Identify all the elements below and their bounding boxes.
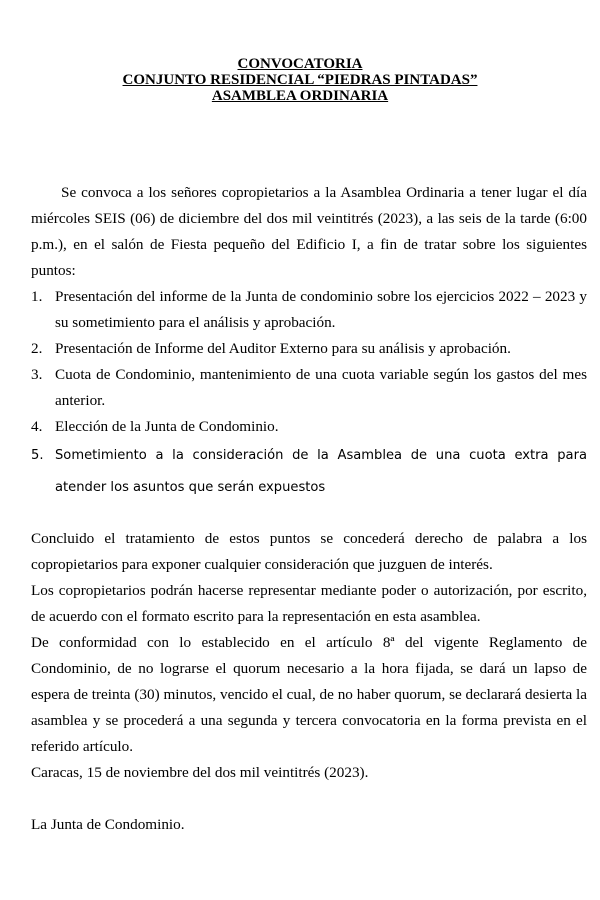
agenda-item-number: 4. xyxy=(31,418,43,435)
signature-spacer xyxy=(31,786,587,812)
agenda-item-1 xyxy=(31,284,587,336)
agenda-item-5 xyxy=(31,440,587,504)
agenda-item-text: Elección de la Junta de Condominio. xyxy=(55,418,279,435)
document-body xyxy=(31,180,587,838)
representacion-paragraph: Los copropietarios podrán hacerse representar mediante poder o autorización, por escrito, de acuerdo con el formato escrito para la representación en esta asamblea. xyxy=(31,582,587,625)
intro-paragraph: Se convoca a los señores copropietarios a la Asamblea Ordinaria a tener lugar el día miércoles SEIS (06) de diciembre del dos mil veintitrés (2023), a las seis de la tarde (6:00 p.m.), en el salón de Fiesta pequeño del Edificio I, a fin de tratar sobre los siguientes puntos: xyxy=(31,184,587,279)
agenda-list xyxy=(31,284,587,504)
agenda-item-number: 3. xyxy=(31,366,43,383)
agenda-item-4 xyxy=(31,414,587,440)
agenda-item-3 xyxy=(31,362,587,414)
document-header xyxy=(0,56,600,104)
agenda-item-number: 1. xyxy=(31,288,43,305)
agenda-item-text: Presentación de Informe del Auditor Externo para su análisis y aprobación. xyxy=(55,340,511,357)
conformidad-paragraph: De conformidad con lo establecido en el artículo 8ª del vigente Reglamento de Condominio, de no lograrse el quorum necesario a la hora fijada, se dará un lapso de espera de treinta (30) minutos, vencido el cual, de no haber quorum, se declarará desierta la asamblea y se procederá a una segunda y tercera convocatoria en la forma prevista en el referido artículo. xyxy=(31,634,587,755)
header-complex-name: CONJUNTO RESIDENCIAL “PIEDRAS PINTADAS” xyxy=(122,72,478,88)
signature-line: La Junta de Condominio. xyxy=(31,816,185,833)
agenda-item-text: Presentación del informe de la Junta de condominio sobre los ejercicios 2022 – 2023 y su sometimiento para el análisis y aprobación. xyxy=(55,288,587,331)
agenda-item-2 xyxy=(31,336,587,362)
agenda-item-text: Sometimiento a la consideración de la Asamblea de una cuota extra para atender los asuntos que serán expuestos xyxy=(55,448,587,495)
agenda-item-number: 2. xyxy=(31,340,43,357)
header-title: CONVOCATORIA xyxy=(237,56,363,72)
date-line: Caracas, 15 de noviembre del dos mil veintitrés (2023). xyxy=(31,764,369,781)
header-assembly-type: ASAMBLEA ORDINARIA xyxy=(211,88,389,104)
agenda-item-number: 5. xyxy=(31,448,44,463)
concluido-paragraph: Concluido el tratamiento de estos puntos se concederá derecho de palabra a los copropietarios para exponer cualquier consideración que juzguen de interés. xyxy=(31,530,587,573)
agenda-item-text: Cuota de Condominio, mantenimiento de una cuota variable según los gastos del mes anterior. xyxy=(55,366,587,409)
section-spacer xyxy=(31,504,587,526)
